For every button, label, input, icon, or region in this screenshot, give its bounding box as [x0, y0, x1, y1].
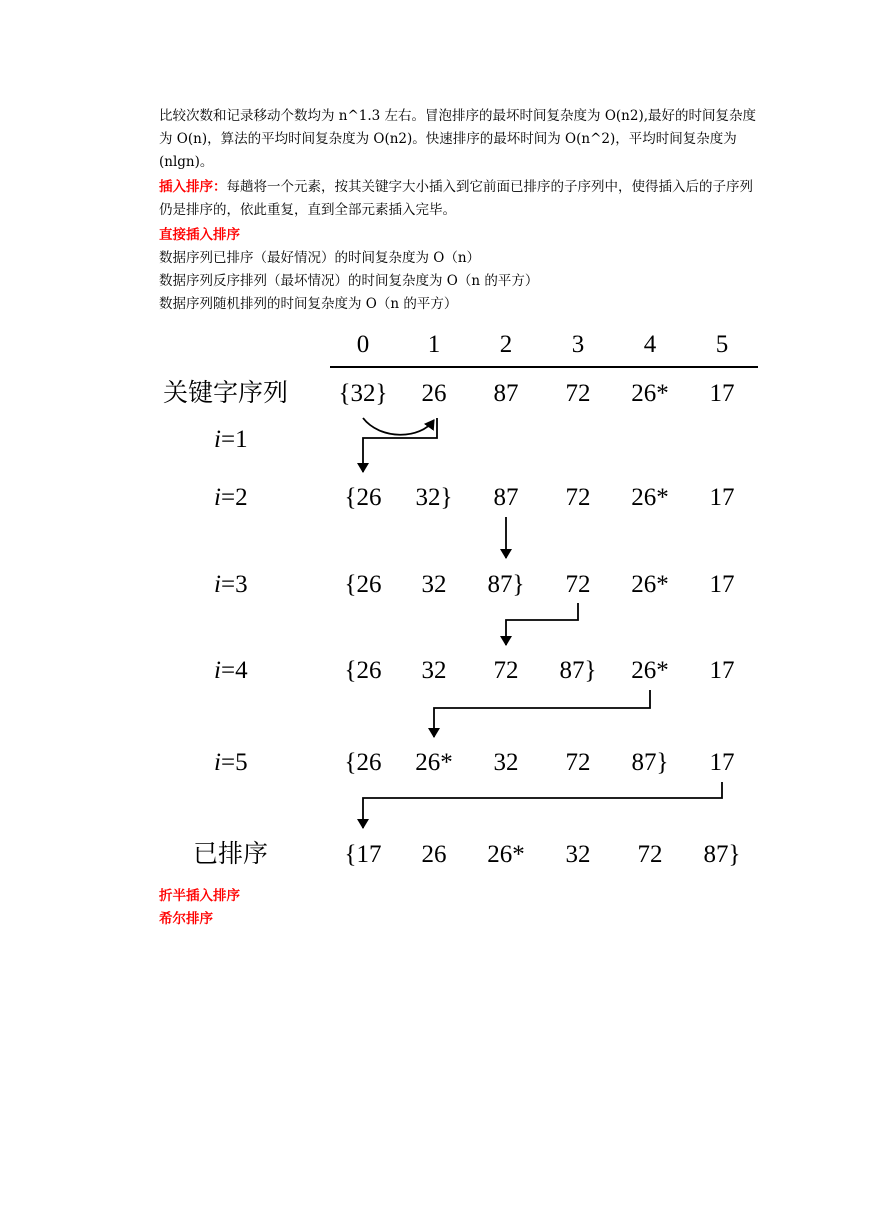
cell: 87}	[487, 571, 525, 598]
cell: 87}	[703, 841, 741, 868]
cell: 72	[565, 749, 591, 776]
row-i4	[345, 657, 735, 684]
row-i3	[345, 571, 735, 598]
cell: 32	[421, 657, 447, 684]
cell: 87}	[631, 749, 669, 776]
cell: 26*	[631, 380, 669, 407]
cell: 17	[709, 657, 735, 684]
row-label-i3: i=3	[214, 571, 248, 598]
complexity-random: 数据序列随机排列的时间复杂度为 O（n 的平方）	[159, 296, 458, 312]
cell: 32	[421, 571, 447, 598]
cell: 87	[493, 380, 519, 407]
cell: 17	[709, 749, 735, 776]
row-keys	[339, 380, 735, 407]
cell: 72	[493, 657, 519, 684]
cell: {17	[344, 841, 382, 868]
heading-binary-insertion: 折半插入排序	[159, 888, 240, 904]
cell: 87	[493, 484, 519, 511]
cell: 17	[709, 484, 735, 511]
cell: 72	[565, 380, 591, 407]
cell: 72	[565, 484, 591, 511]
cell: 26*	[631, 571, 669, 598]
arrow-insert-i5-icon	[363, 782, 722, 828]
cell: 72	[565, 571, 591, 598]
col-header: 5	[715, 331, 729, 358]
col-header: 2	[499, 331, 513, 358]
cell: 32	[493, 749, 519, 776]
row-label-i5: i=5	[214, 749, 248, 776]
cell: {26	[344, 657, 382, 684]
cell: 26*	[415, 749, 453, 776]
row-label-i2: i=2	[214, 484, 248, 511]
cell: 32	[565, 841, 591, 868]
insertion-sort-body: 每趟将一个元素，按其关键字大小插入到它前面已排序的子序列中，使得插入后的子序列仍是排序的，依此重复，直到全部元素插入完毕。	[159, 179, 753, 218]
row-label-sorted: 已排序	[193, 839, 269, 868]
column-headers	[357, 331, 729, 358]
cell: 26	[421, 380, 447, 407]
row-label-i4: i=4	[214, 657, 248, 684]
cell: 26*	[487, 841, 525, 868]
cell: 87}	[559, 657, 597, 684]
cell: {26	[344, 749, 382, 776]
cell: {26	[344, 484, 382, 511]
insertion-sort-label: 插入排序：	[159, 179, 227, 195]
complexity-worst: 数据序列反序排列（最坏情况）的时间复杂度为 O（n 的平方）	[159, 273, 539, 289]
cell: 26	[421, 841, 447, 868]
cell: 32}	[415, 484, 453, 511]
arrow-insert-i3-icon	[506, 603, 578, 645]
row-label-keys: 关键字序列	[163, 378, 289, 407]
row-i2	[345, 484, 735, 511]
heading-shell-sort: 希尔排序	[159, 911, 213, 927]
paragraph-complexity: 比较次数和记录移动个数均为 n^1.3 左右。冒泡排序的最坏时间复杂度为 O(n2),最好的时间复杂度为 O(n)，算法的平均时间复杂度为 O(n2)。快速排序的最坏时间为 O(n^2)，平均时间复杂度为(nlgn)。	[159, 108, 757, 170]
complexity-best: 数据序列已排序（最好情况）的时间复杂度为 O（n）	[159, 250, 481, 266]
row-i5	[345, 749, 735, 776]
cell: 17	[709, 380, 735, 407]
cell: 17	[709, 571, 735, 598]
cell: 26*	[631, 484, 669, 511]
cell: {32}	[338, 380, 388, 407]
row-sorted	[345, 841, 741, 868]
col-header: 1	[427, 331, 441, 358]
cell: 26*	[631, 657, 669, 684]
col-header: 4	[643, 331, 657, 358]
cell: 72	[637, 841, 663, 868]
arrow-insert-i1-icon	[363, 418, 437, 472]
cell: {26	[344, 571, 382, 598]
col-header: 3	[571, 331, 585, 358]
heading-direct-insertion: 直接插入排序	[159, 227, 240, 243]
col-header: 0	[356, 331, 370, 358]
arrow-curve-icon	[363, 418, 434, 435]
arrow-insert-i4-icon	[434, 690, 650, 737]
row-label-i1: i=1	[214, 426, 248, 453]
